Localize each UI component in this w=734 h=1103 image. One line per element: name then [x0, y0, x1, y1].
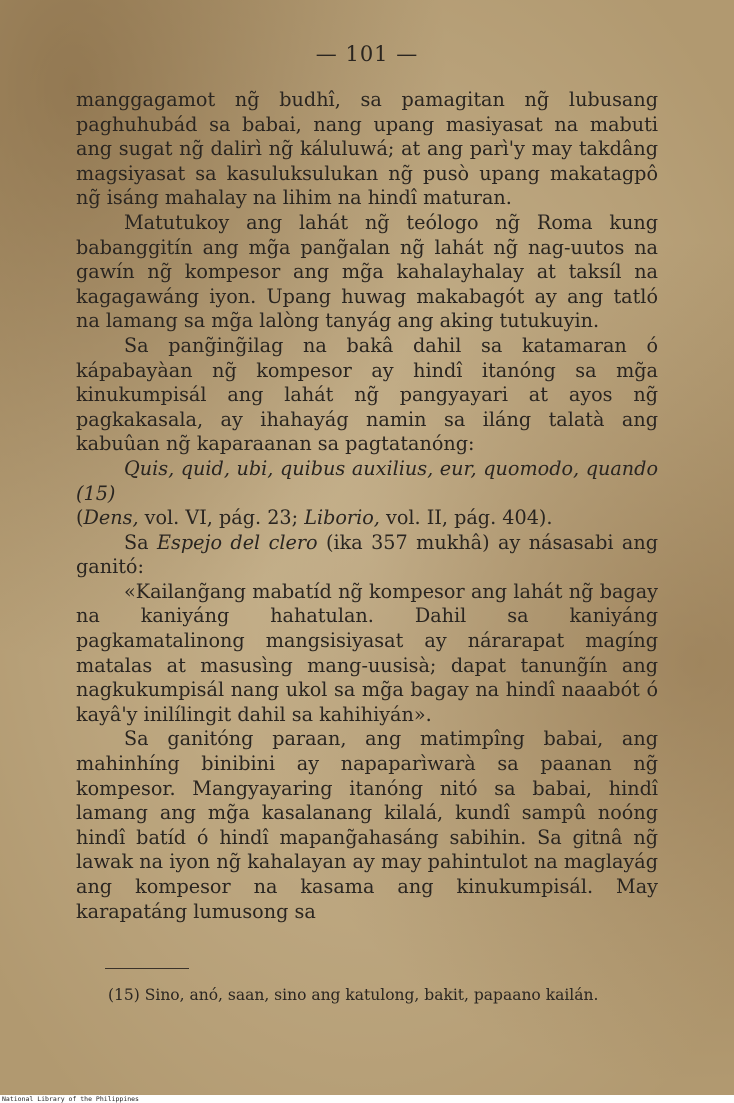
paragraph-theologians: Matutukoy ang lahát ng̃ teólogo ng̃ Roma kung babanggitín ang mg̃a pang̃alan ng̃ lahát ng̃ nag-uutos na gawín ng̃ kompesor ang mg̃a kahalayhalay at taksíl na kagagawáng iyon. Upang huwag makabagót ay ang tatló na lamang sa mg̃a lalòng tanyág ang aking tutukuyin.	[76, 210, 658, 333]
body-text	[76, 88, 658, 924]
espejo-intro: Sa	[124, 530, 158, 554]
paragraph-continuation: manggagamot ng̃ budhî, sa pamagitan ng̃ lubusang paghuhubád sa babai, nang upang masiyasat na mabuti ang sugat ng̃ dalirì ng̃ káluluwá; at ang parì'y may takdâng magsiyasat sa kasuluksulukan ng̃ pusò upang makatagpô ng̃ isáng mahalay na lihim na hindî maturan.	[76, 88, 658, 210]
citation-ref-1: vol. VI, pág. 23;	[138, 506, 305, 530]
latin-quote: Quis, quid, ubi, quibus auxilius, eur, quomodo, quando (15)	[76, 456, 658, 505]
espejo-rest: (ika 357 mukhâ) ay násasabi ang ganitó:	[76, 530, 658, 579]
citation-ref-2: vol. II, pág. 404).	[379, 506, 553, 530]
footnote: (15) Sino, anó, saan, sino ang katulong, bakit, papaano kailán.	[108, 986, 599, 1004]
paragraph-questioning: Sa pang̃ing̃ilag na bakâ dahil sa katamaran ó kápabayàan ng̃ kompesor ay hindî itanóng sa mg̃a kinukumpisál ang lahát ng̃ pangyayari at ayos ng̃ pagkakasala, ay ihahayág namin sa iláng talatà ang kabuûan ng̃ kaparaanan sa pagtatanóng:	[76, 333, 658, 456]
page-number-header: — 101 —	[315, 42, 419, 66]
footnote-divider	[105, 968, 189, 969]
citation-author-dens: Dens,	[83, 506, 139, 530]
espejo-title: Espejo del clero	[157, 530, 318, 554]
citation-author-liborio: Liborio,	[304, 506, 380, 530]
paragraph-final: Sa ganitóng paraan, ang matimpîng babai, ang mahinhíng binibini ay napaparìwarà sa paanan ng̃ kompesor. Mangyayaring itanóng nitó sa babai, hindî lamang ang mg̃a kasalanang kilalá, kundî sampû noóng hindî batíd ó hindî mapang̃ahasáng sabihin. Sa gitnâ ng̃ lawak na iyon ng̃ kahalayan ay may pahintulot na maglayág ang kompesor na kasama ang kinukumpisál. May karapatáng lumusong sa	[76, 727, 658, 923]
paragraph-espejo	[76, 531, 658, 580]
block-quote: «Kailang̃ang mabatíd ng̃ kompesor ang lahát ng̃ bagay na kaniyáng hahatulan. Dahil sa kaniyáng pagkamatalinong mangsisiyasat ay nárarapat magíng matalas at masusìng mang-uusisà; dapat tanung̃ín ang nagkukumpisál nang ukol sa mg̃a bagay na hindî naaabót ó kayâ'y inilílingit dahil sa kahihiyán».	[76, 579, 658, 726]
citation: (Dens, vol. VI, pág. 23; Liborio, vol. II, pág. 404).	[76, 506, 553, 530]
library-credit: National Library of the Philippines	[2, 1095, 139, 1103]
